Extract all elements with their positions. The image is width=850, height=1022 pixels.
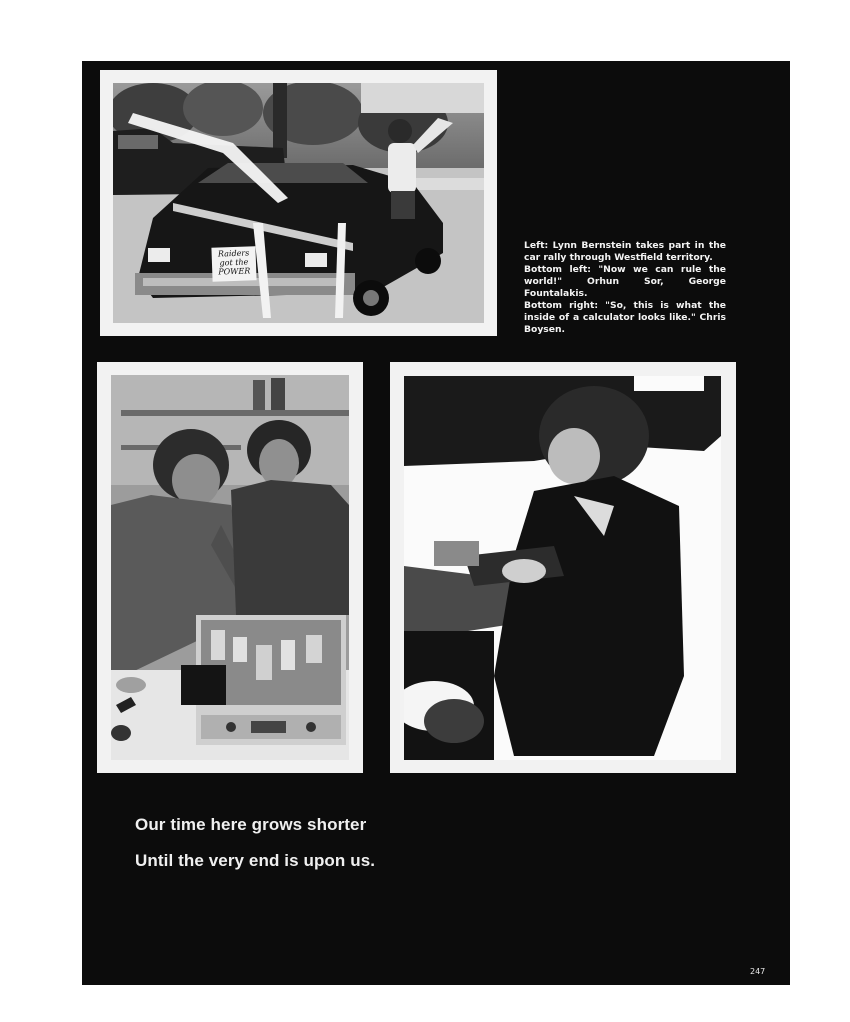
car-rally-photo (100, 70, 497, 336)
car-sign-line2: got the (219, 257, 249, 268)
calculator-photo (390, 362, 736, 773)
poem-line-1: Our time here grows shorter (135, 815, 367, 834)
calculator-image (404, 376, 721, 760)
caption-bottom-right: Bottom right: "So, this is what the inside of a calculator looks like." Chris Boysen. (524, 300, 726, 335)
photo-caption (524, 240, 726, 336)
page-number: 247 (750, 967, 766, 976)
yearbook-page (82, 61, 790, 985)
car-sign-line1: Raiders (217, 248, 250, 259)
electronics-photo (97, 362, 363, 773)
poem-line-2: Until the very end is upon us. (135, 851, 376, 870)
car-sign (211, 246, 256, 282)
car-sign-line3: POWER (218, 266, 251, 277)
caption-left: Left: Lynn Bernstein takes part in the car rally through Westfield territory. (524, 240, 726, 263)
electronics-image (111, 375, 349, 760)
caption-bottom-left: Bottom left: "Now we can rule the world!" Orhun Sor, George Fountalakis. (524, 264, 726, 299)
car-rally-image (113, 83, 484, 323)
